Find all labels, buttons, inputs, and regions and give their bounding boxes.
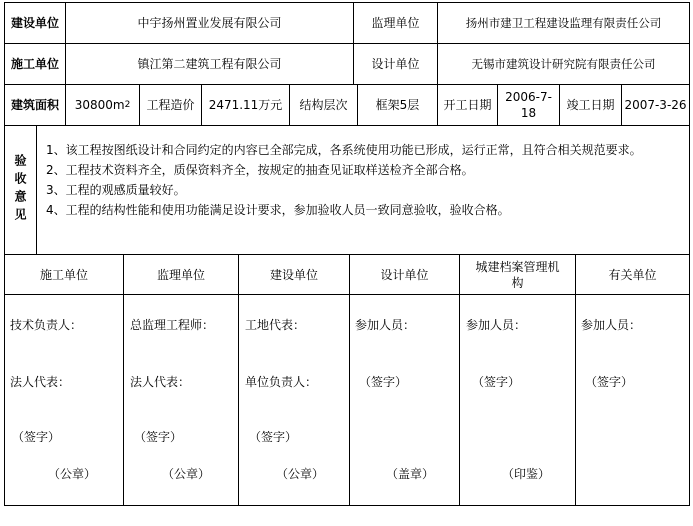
sig-archives-seal: （印鉴）	[502, 467, 551, 481]
rule	[36, 125, 37, 254]
sig-header-design: 设计单位	[380, 267, 429, 282]
end-date-label: 竣工日期	[566, 98, 615, 112]
opinion-item: 2、工程技术资料齐全，质保资料齐全，按规定的抽查见证取样送检齐全部合格。	[46, 163, 474, 177]
sig-builder-sign: （签字）	[12, 430, 61, 444]
cost-label: 工程造价	[146, 98, 195, 112]
sig-construction-head: 单位负责人：	[245, 375, 318, 389]
builder-unit-value: 镇江第二建筑工程有限公司	[137, 57, 282, 71]
opinion-item: 3、工程的观感质量较好。	[46, 183, 186, 197]
sig-builder-seal: （公章）	[48, 467, 97, 481]
opinions-label: 验收意见	[13, 154, 27, 226]
opinion-item: 1、该工程按图纸设计和合同约定的内容已全部完成，各系统使用功能已形成，运行正常，且符合相关规范要求。	[46, 143, 642, 157]
opinions-text	[46, 140, 686, 220]
sig-design-sign: （签字）	[359, 375, 408, 389]
structure-label: 结构层次	[299, 98, 348, 112]
sig-builder-tech-lead: 技术负责人：	[10, 318, 83, 332]
sig-builder-legal-rep: 法人代表：	[10, 375, 71, 389]
sig-construction-sign: （签字）	[249, 430, 298, 444]
area-number: 30800m	[74, 98, 125, 112]
sig-related-sign: （签字）	[585, 375, 634, 389]
construction-unit-label: 建设单位	[10, 16, 59, 30]
opinion-item: 4、工程的结构性能和使用功能满足设计要求，参加验收人员一致同意验收，验收合格。	[46, 203, 510, 217]
area-label: 建筑面积	[10, 98, 59, 112]
sig-construction-site-rep: 工地代表：	[245, 318, 306, 332]
sig-related-participants: 参加人员：	[581, 318, 642, 332]
acceptance-form	[4, 2, 690, 506]
rule	[689, 2, 690, 506]
construction-unit-value: 中宇扬州置业发展有限公司	[137, 16, 282, 30]
sig-supervision-legal-rep: 法人代表：	[130, 375, 191, 389]
sig-header-archives: 城建档案管理机构	[475, 259, 560, 290]
sig-header-builder: 施工单位	[39, 267, 88, 282]
sig-archives-sign: （签字）	[472, 375, 521, 389]
rule	[4, 125, 690, 126]
sig-header-construction: 建设单位	[269, 267, 318, 282]
area-value	[66, 85, 139, 125]
sig-construction-seal: （公章）	[276, 467, 325, 481]
sig-supervision-chief: 总监理工程师：	[130, 318, 215, 332]
sig-archives-participants: 参加人员：	[466, 318, 527, 332]
sig-supervision-seal: （公章）	[162, 467, 211, 481]
start-date-value: 2006-7-18	[505, 90, 552, 120]
sig-header-related: 有关单位	[608, 267, 657, 282]
supervision-unit-value: 扬州市建卫工程建设监理有限责任公司	[465, 16, 662, 30]
design-unit-label: 设计单位	[371, 57, 420, 71]
design-unit-value: 无锡市建筑设计研究院有限责任公司	[471, 57, 656, 71]
sig-design-participants: 参加人员：	[355, 318, 416, 332]
rule	[4, 294, 690, 295]
start-date-label: 开工日期	[443, 98, 492, 112]
sig-header-supervision: 监理单位	[156, 267, 205, 282]
end-date-value: 2007-3-26	[624, 98, 687, 112]
sig-design-seal: （盖章）	[386, 467, 435, 481]
supervision-unit-label: 监理单位	[371, 16, 420, 30]
structure-value: 框架5层	[375, 98, 420, 112]
cost-value: 2471.11万元	[208, 98, 283, 112]
rule	[4, 505, 690, 506]
area-unit-superscript: 2	[124, 100, 131, 110]
sig-supervision-sign: （签字）	[134, 430, 183, 444]
builder-unit-label: 施工单位	[10, 57, 59, 71]
